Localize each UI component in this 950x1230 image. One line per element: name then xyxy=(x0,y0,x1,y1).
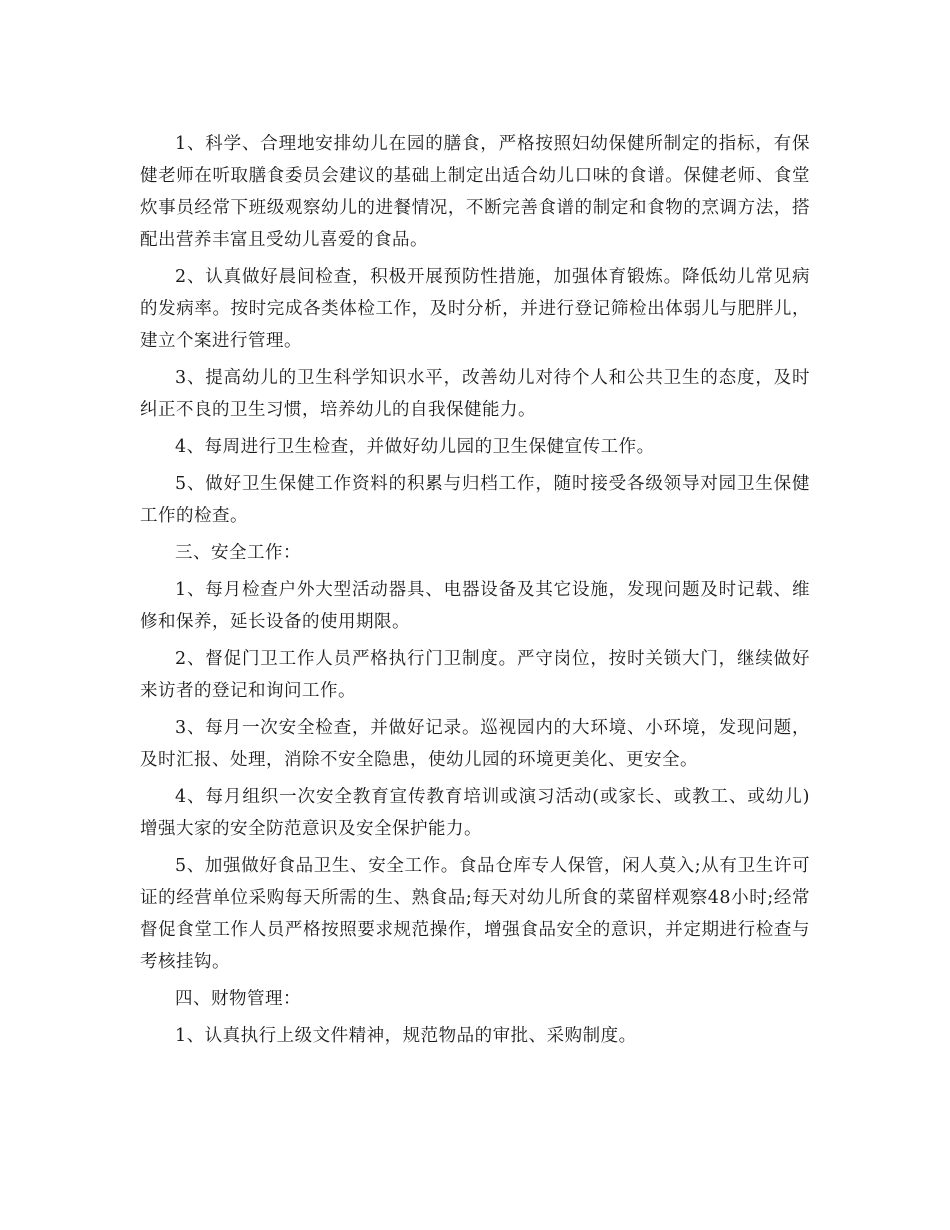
paragraph-safety-4: 4、每月组织一次安全教育宣传教育培训或演习活动(或家长、或教工、或幼儿)增强大家的安全防范意识及安全保护能力。 xyxy=(140,787,810,839)
paragraph-health-4: 4、每周进行卫生检查，并做好幼儿园的卫生保健宣传工作。 xyxy=(175,437,655,457)
paragraph-health-1: 1、科学、合理地安排幼儿在园的膳食，严格按照妇幼保健所制定的指标，有保健老师在听取膳食委员会建议的基础上制定出适合幼儿口味的食谱。保健老师、食堂炊事员经常下班级观察幼儿的进餐情况，不断完善食谱的制定和食物的烹调方法，搭配出营养丰富且受幼儿喜爱的食品。 xyxy=(140,134,810,250)
paragraph-safety-2: 2、督促门卫工作人员严格执行门卫制度。严守岗位，按时关锁大门，继续做好来访者的登记和询问工作。 xyxy=(140,649,810,701)
paragraph-safety-1: 1、每月检查户外大型活动器具、电器设备及其它设施，发现问题及时记载、维修和保养，延长设备的使用期限。 xyxy=(140,580,810,632)
section-heading-safety: 三、安全工作： xyxy=(175,543,301,563)
paragraph-safety-3: 3、每月一次安全检查，并做好记录。巡视园内的大环境、小环境，发现问题，及时汇报、处理，消除不安全隐患，使幼儿园的环境更美化、更安全。 xyxy=(140,718,810,770)
paragraph-health-3: 3、提高幼儿的卫生科学知识水平，改善幼儿对待个人和公共卫生的态度，及时纠正不良的卫生习惯，培养幼儿的自我保健能力。 xyxy=(140,368,810,420)
paragraph-health-2: 2、认真做好晨间检查，积极开展预防性措施，加强体育锻炼。降低幼儿常见病的发病率。按时完成各类体检工作，及时分析，并进行登记筛检出体弱儿与肥胖儿，建立个案进行管理。 xyxy=(140,267,810,351)
section-heading-property: 四、财物管理： xyxy=(175,989,301,1009)
paragraph-safety-5: 5、加强做好食品卫生、安全工作。食品仓库专人保管，闲人莫入;从有卫生许可证的经营单位采购每天所需的生、熟食品;每天对幼儿所食的菜留样观察48小时;经常督促食堂工作人员严格按照要求规范操作，增强食品安全的意识，并定期进行检查与考核挂钩。 xyxy=(140,856,810,972)
paragraph-property-1: 1、认真执行上级文件精神，规范物品的审批、采购制度。 xyxy=(175,1026,637,1046)
paragraph-health-5: 5、做好卫生保健工作资料的积累与归档工作，随时接受各级领导对园卫生保健工作的检查。 xyxy=(140,474,810,526)
